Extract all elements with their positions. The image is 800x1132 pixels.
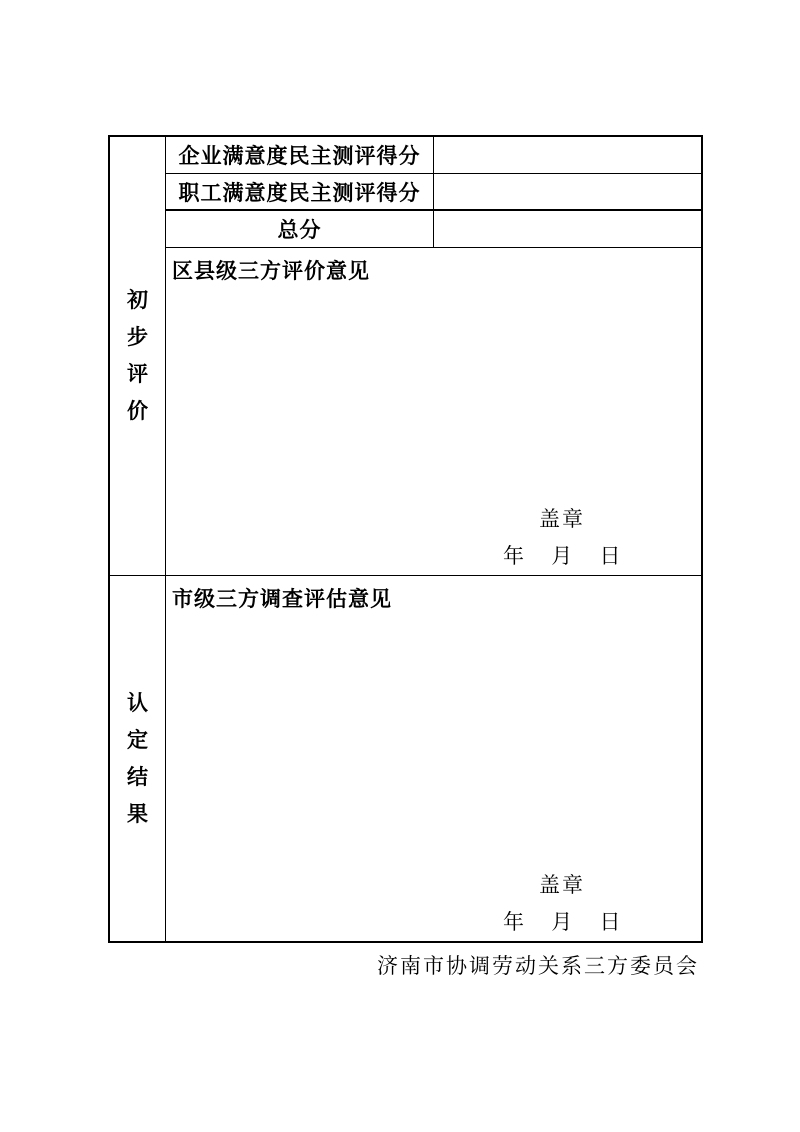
score-value-cell-employee-satisfaction [434, 174, 701, 209]
evaluation-table [108, 135, 703, 943]
city-date-line: 年 月 日 [503, 910, 621, 934]
vertical-label-char: 认 [127, 691, 148, 715]
county-opinion-cell [166, 248, 701, 575]
vertical-label-char: 步 [127, 326, 148, 349]
county-opinion-title: 区县级三方评价意见 [172, 260, 370, 283]
vertical-label-char: 初 [127, 289, 148, 312]
vertical-label-char: 评 [127, 363, 148, 386]
vertical-label-char: 结 [127, 765, 148, 789]
section-preliminary-evaluation [110, 137, 701, 576]
score-row-employee-satisfaction [166, 174, 701, 211]
vertical-label-char: 果 [127, 802, 148, 826]
county-seal-label: 盖章 [539, 507, 585, 531]
section-determination-result [110, 576, 701, 941]
score-label-total-score: 总分 [166, 211, 434, 247]
section-label-determination-result [110, 576, 166, 941]
city-opinion-title: 市级三方调查评估意见 [172, 588, 392, 611]
result-main-area [166, 576, 701, 941]
city-seal-label: 盖章 [539, 873, 585, 897]
score-value-cell-enterprise-satisfaction [434, 137, 701, 173]
vertical-label-char: 定 [127, 728, 148, 752]
preliminary-main-area [166, 137, 701, 575]
county-date-line: 年 月 日 [503, 544, 621, 568]
score-row-total-score [166, 211, 701, 248]
committee-signature: 济南市协调劳动关系三方委员会 [377, 954, 699, 978]
score-label-enterprise-satisfaction: 企业满意度民主测评得分 [166, 137, 434, 173]
city-opinion-cell [166, 576, 701, 941]
vertical-label-char: 价 [127, 400, 148, 423]
section-label-preliminary-evaluation [110, 137, 166, 575]
score-value-cell-total-score [434, 211, 701, 247]
score-label-employee-satisfaction: 职工满意度民主测评得分 [166, 174, 434, 209]
score-row-enterprise-satisfaction [166, 137, 701, 174]
